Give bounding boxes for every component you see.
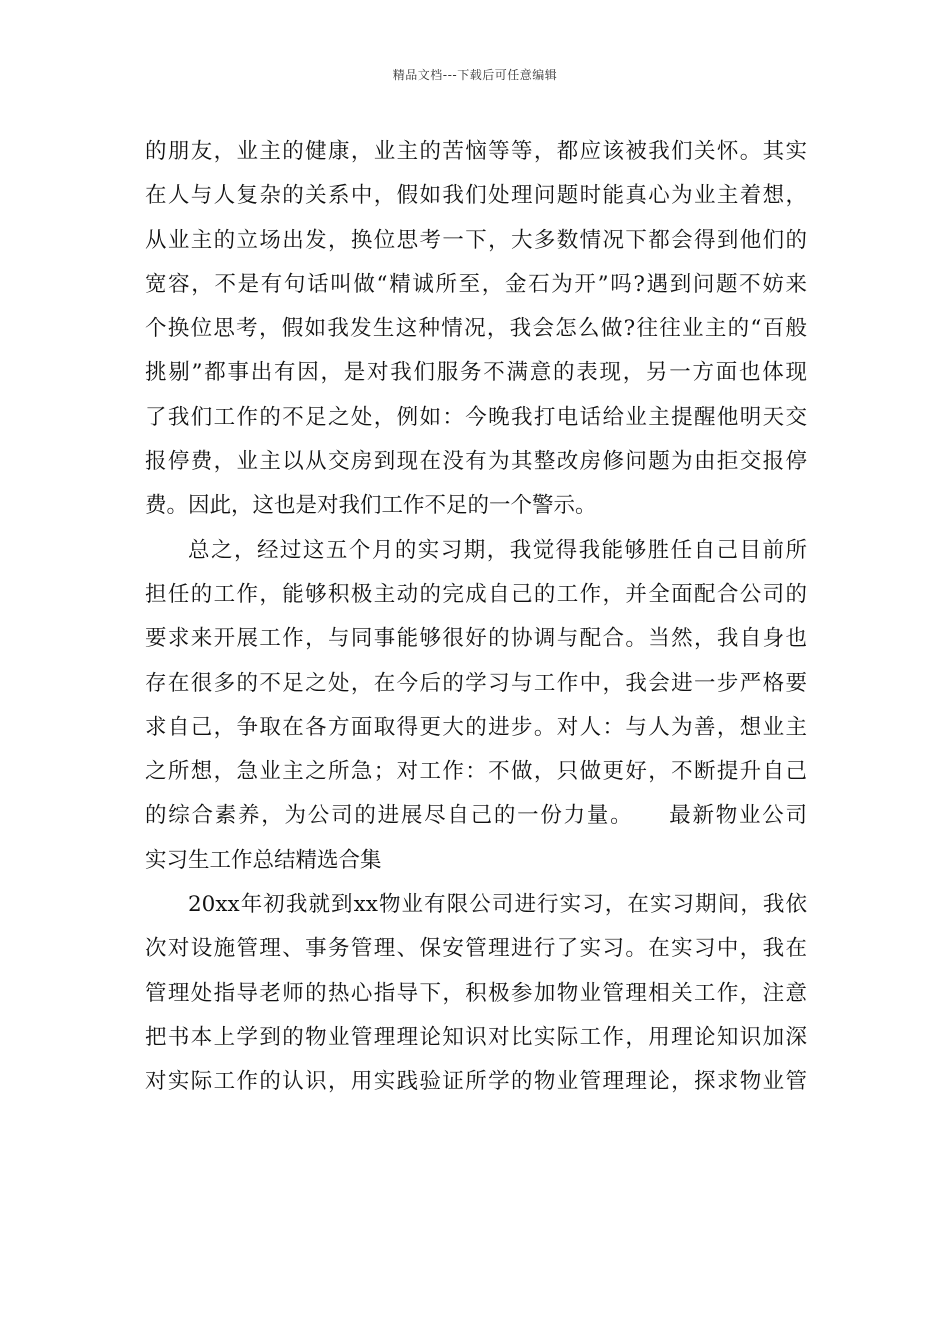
text-line: 了我们工作的不足之处，例如：今晚我打电话给业主提醒他明天交: [145, 404, 807, 430]
text-line: 把书本上学到的物业管理理论知识对比实际工作，用理论知识加深: [145, 1024, 807, 1050]
text-line: 的朋友，业主的健康，业主的苦恼等等，都应该被我们关怀。其实: [145, 139, 807, 164]
text-line: 挑剔”都事出有因，是对我们服务不满意的表现，另一方面也体现: [145, 360, 807, 386]
text-line: 之所想，急业主之所急；对工作：不做，只做更好，不断提升自己: [145, 759, 807, 785]
text-line: 从业主的立场出发，换位思考一下，大多数情况下都会得到他们的: [145, 227, 807, 253]
document-body: [145, 130, 807, 1105]
text-line: 要求来开展工作，与同事能够很好的协调与配合。当然，我自身也: [145, 626, 807, 652]
text-line: 总之，经过这五个月的实习期，我觉得我能够胜任自己目前所: [188, 537, 807, 563]
text-line: 存在很多的不足之处，在今后的学习与工作中，我会进一步严格要: [145, 670, 807, 696]
section-title: 实习生工作总结精选合集: [145, 847, 382, 873]
text-line: 担任的工作，能够积极主动的完成自己的工作，并全面配合公司的: [145, 581, 807, 607]
text-line: 报停费，业主以从交房到现在没有为其整改房修问题为由拒交报停: [145, 449, 807, 475]
text-line: 个换位思考，假如我发生这种情况，我会怎么做?往往业主的“百般: [145, 316, 807, 342]
text-line: 20xx年初我就到xx物业有限公司进行实习，在实习期间，我依: [188, 892, 807, 918]
text-line: 次对设施管理、事务管理、保安管理进行了实习。在实习中，我在: [145, 936, 807, 962]
text-line: 费。因此，这也是对我们工作不足的一个警示。: [145, 493, 597, 519]
page-header: 精品文档---下载后可任意编辑: [392, 68, 558, 82]
text-line: 宽容，不是有句话叫做“精诚所至，金石为开”吗?遇到问题不妨来: [145, 271, 807, 297]
text-line: 求自己，争取在各方面取得更大的进步。对人：与人为善，想业主: [145, 714, 807, 740]
text-line: 管理处指导老师的热心指导下，积极参加物业管理相关工作，注意: [145, 980, 807, 1006]
text-line: 在人与人复杂的关系中，假如我们处理问题时能真心为业主着想，: [145, 183, 807, 209]
text-line: 对实际工作的认识，用实践验证所学的物业管理理论，探求物业管: [145, 1069, 807, 1095]
text-line: 的综合素养，为公司的进展尽自己的一份力量。 最新物业公司: [145, 803, 807, 829]
